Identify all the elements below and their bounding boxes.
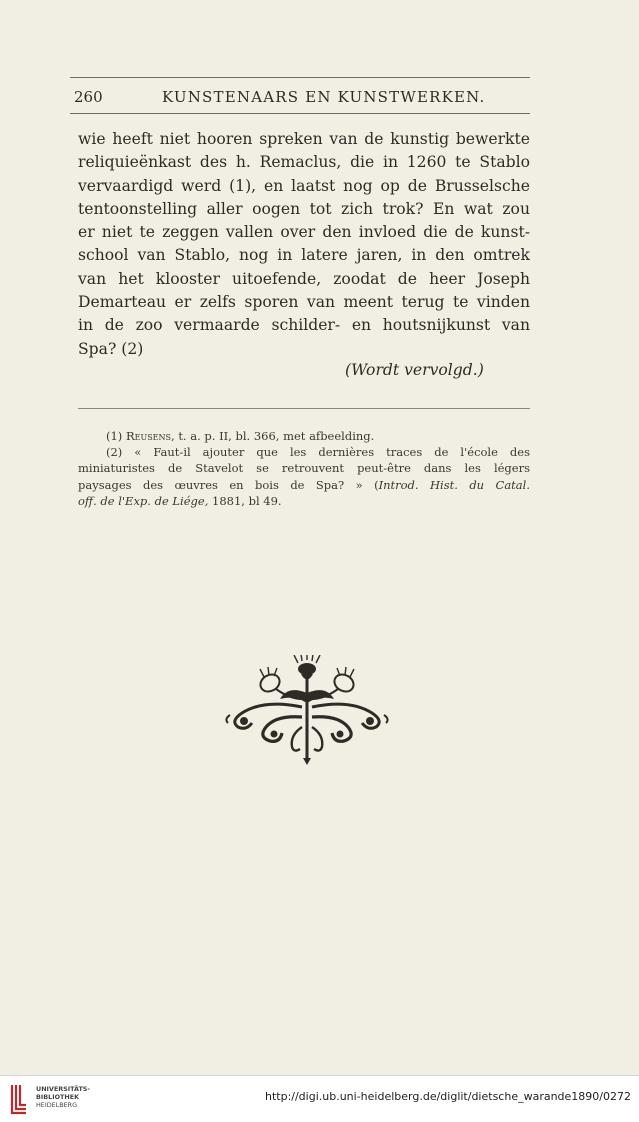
footnote-2-text: paysages des œuvres en bois de Spa? » ( [78, 477, 379, 492]
footnote-2-citation: Introd. Hist. du Catal. [378, 477, 530, 492]
footnote-2-citation: off. de l'Exp. de Liége, [78, 493, 209, 508]
body-line: reliquieënkast des h. Remaclus, die in 1260 te Stablo [78, 153, 530, 172]
body-line: er niet te zeggen vallen over den invloed die de kunst- [78, 223, 530, 242]
footnote-2-line: miniaturistes de Stavelot se retrouvent peut-être dans les légers [78, 461, 530, 476]
body-line: vervaardigd werd (1), en laatst nog op de Brusselsche [78, 176, 530, 195]
footnote-2-line [78, 477, 530, 493]
digitization-footer [0, 1075, 639, 1122]
body-line: van het klooster uitoefende, zoodat de heer Joseph [78, 269, 530, 288]
library-name [36, 1085, 90, 1109]
header-bottom-rule [70, 113, 530, 114]
running-title: KUNSTENAARS EN KUNSTWERKEN. [162, 88, 486, 106]
to-be-continued: (Wordt vervolgd.) [345, 361, 484, 379]
library-name-line: HEIDELBERG [36, 1101, 78, 1109]
footnote-rule [78, 408, 530, 409]
footnote-2-text: 1881, bl 49. [208, 493, 282, 508]
body-line: wie heeft niet hooren spreken van de kunstig bewerkte [78, 130, 530, 148]
thistle-ornament-icon [224, 655, 390, 765]
library-name-line: UNIVERSITÄTS- [36, 1085, 91, 1093]
footnote-1-marker: (1) [106, 429, 123, 443]
footnote-1-text: t. a. p. II, bl. 366, met afbeelding. [178, 429, 375, 443]
body-line: Demarteau er zelfs sporen van meent terug te vinden [78, 293, 530, 312]
source-url-link[interactable]: http://digi.ub.uni-heidelberg.de/diglit/dietsche_warande1890/0272 [264, 1090, 631, 1103]
page-number: 260 [74, 88, 103, 106]
library-logo-icon [8, 1083, 30, 1115]
footnote-2-line [78, 493, 530, 509]
footnote-1 [78, 428, 530, 444]
body-line: school van Stablo, nog in latere jaren, in den omtrek [78, 246, 530, 265]
footnote-2-line: (2) « Faut-il ajouter que les dernières traces de l'école des [106, 445, 530, 460]
header-top-rule [70, 77, 530, 78]
library-name-line: BIBLIOTHEK [36, 1093, 80, 1101]
body-line: in de zoo vermaarde schilder- en houtsnijkunst van [78, 316, 530, 335]
footnote-1-author: Reusens, [125, 429, 175, 443]
running-head [74, 88, 529, 110]
footnotes [78, 428, 530, 509]
body-line: tentoonstelling aller oogen tot zich trok? En wat zou [78, 199, 530, 218]
body-line: Spa? (2) [78, 339, 144, 358]
body-paragraph [78, 128, 530, 361]
